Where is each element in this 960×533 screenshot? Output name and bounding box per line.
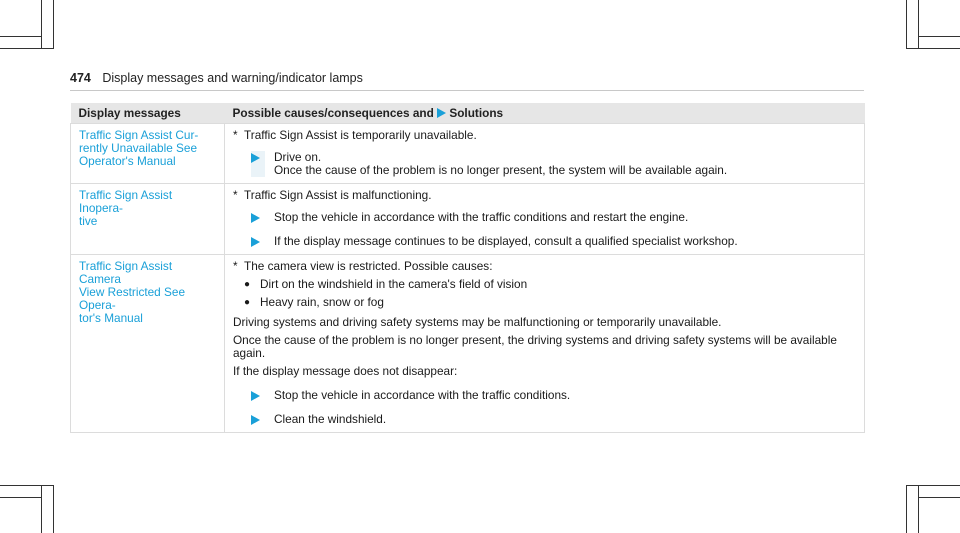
solution-step (251, 151, 856, 177)
crop-mark (41, 485, 42, 533)
message-text: tor's Manual (79, 311, 143, 325)
paragraph: Once the cause of the problem is no longer present, the driving systems and driving safety systems will be available again. (233, 333, 837, 360)
column-header-messages: Display messages (71, 103, 225, 124)
star-marker: * (233, 188, 238, 202)
crop-mark (918, 36, 960, 37)
message-text: View Restricted See Opera- (79, 285, 186, 312)
table-header-row (71, 103, 865, 124)
display-messages-table (70, 103, 865, 433)
message-text: Traffic Sign Assist Cur- (79, 128, 199, 142)
step-text: Drive on. (274, 150, 322, 164)
bullet-text: Heavy rain, snow or fog (260, 295, 384, 309)
crop-mark (918, 485, 919, 533)
crop-mark (906, 48, 960, 49)
cause-text: The camera view is restricted. Possible causes: (244, 259, 493, 273)
paragraph: Driving systems and driving safety systems may be malfunctioning or temporarily unavailable. (233, 315, 722, 329)
play-arrow-icon (251, 213, 260, 223)
cause-cell (225, 255, 865, 433)
crop-mark (41, 0, 42, 48)
page-header (70, 71, 864, 91)
message-cell (71, 184, 225, 255)
star-marker: * (233, 259, 238, 273)
column-header-solutions-label: Solutions (449, 105, 504, 120)
step-text: Once the cause of the problem is no longer present, the system will be available again. (274, 163, 728, 177)
play-arrow-icon (251, 391, 260, 401)
solution-step (251, 413, 856, 426)
step-text: Clean the windshield. (274, 412, 387, 426)
bullet-item (244, 278, 856, 291)
play-arrow-icon (437, 108, 446, 118)
crop-mark (53, 485, 54, 533)
play-arrow-icon (251, 237, 260, 247)
crop-mark (918, 497, 960, 498)
bullet-icon: ● (244, 279, 251, 290)
message-cell (71, 255, 225, 433)
message-text: tive (79, 214, 98, 228)
play-arrow-icon (251, 153, 260, 163)
crop-mark (906, 485, 907, 533)
crop-mark (918, 0, 919, 48)
message-text: rently Unavailable See (79, 141, 198, 155)
crop-mark (906, 0, 907, 48)
message-text: Traffic Sign Assist Inopera- (79, 188, 173, 215)
crop-mark (0, 485, 54, 486)
cause-cell (225, 124, 865, 184)
crop-mark (906, 485, 960, 486)
crop-mark (0, 36, 41, 37)
column-header-causes-label: Possible causes/consequences and (232, 105, 434, 120)
cause-text: Traffic Sign Assist is malfunctioning. (244, 188, 432, 202)
bullet-item (244, 296, 856, 309)
solution-step (251, 235, 856, 248)
cause-text: Traffic Sign Assist is temporarily unavailable. (244, 128, 477, 142)
table-row (71, 124, 865, 184)
paragraph: If the display message does not disappear: (233, 364, 458, 378)
step-text: Stop the vehicle in accordance with the traffic conditions. (274, 388, 571, 402)
message-text: Operator's Manual (79, 154, 176, 168)
page-number: 474 (70, 71, 91, 85)
message-cell (71, 124, 225, 184)
page-title: Display messages and warning/indicator lamps (102, 71, 363, 85)
bullet-icon: ● (244, 297, 251, 308)
step-text: Stop the vehicle in accordance with the traffic conditions and restart the engine. (274, 210, 689, 224)
cause-cell (225, 184, 865, 255)
table-row (71, 184, 865, 255)
crop-mark (53, 0, 54, 48)
step-text: If the display message continues to be displayed, consult a qualified specialist workshop. (274, 234, 738, 248)
solution-step (251, 389, 856, 402)
message-text: Traffic Sign Assist Camera (79, 259, 173, 286)
solution-step (251, 211, 856, 224)
crop-mark (0, 48, 54, 49)
crop-mark (0, 497, 41, 498)
bullet-text: Dirt on the windshield in the camera's field of vision (260, 277, 528, 291)
column-header-causes (225, 103, 865, 124)
table-row (71, 255, 865, 433)
play-arrow-icon (251, 415, 260, 425)
star-marker: * (233, 128, 238, 142)
